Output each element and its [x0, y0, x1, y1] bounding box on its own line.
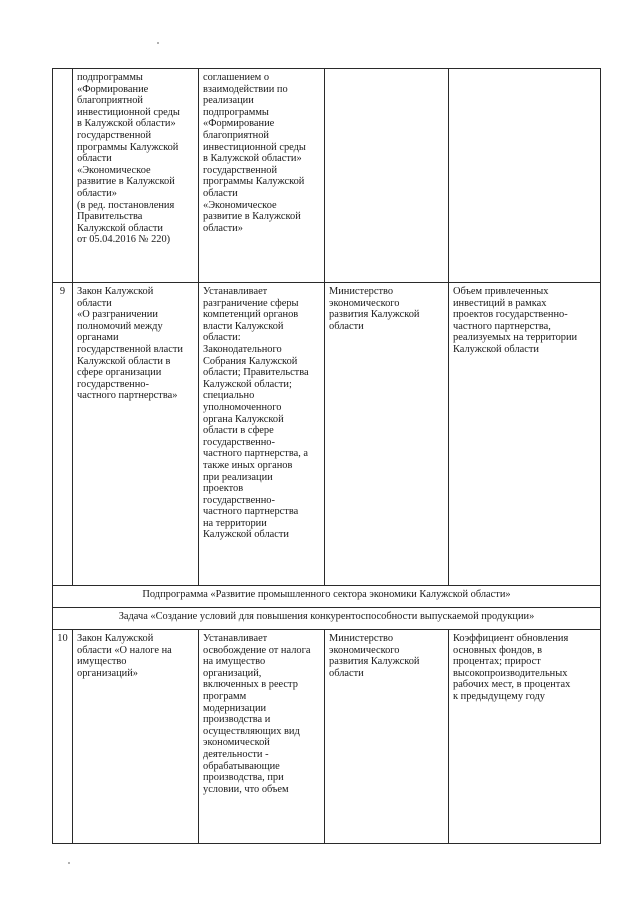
programs-table — [52, 68, 601, 844]
table-row — [53, 630, 601, 844]
task-heading: Задача «Создание условий для повышения конкурентоспособности выпускаемой продукции» — [53, 608, 601, 630]
legal-act-cell: Закон Калужской области «О разграничении полномочий между органами государственной власти Калужской области в сфере организации государственно- частного партнерства» — [73, 283, 199, 586]
scan-speck — [157, 42, 159, 44]
legal-act-cell: Закон Калужской области «О налоге на имущество организаций» — [73, 630, 199, 844]
content-cell: Устанавливает разграничение сферы компетенций органов власти Калужской области: Законодательного Собрания Калужской области; Правительства Калужской области; специально уполномоченного органа Калужской области в сфере государственно- частного партнерства, а также иных органов при реализации проектов государственно- частного партнерства на территории Калужской области — [199, 283, 325, 586]
indicator-cell: Объем привлеченных инвестиций в рамках проектов государственно- частного партнерства, реализуемых на территории Калужской области — [449, 283, 601, 586]
executor-cell: Министерство экономического развития Калужской области — [325, 630, 449, 844]
executor-cell — [325, 69, 449, 283]
scan-speck — [68, 862, 70, 864]
legal-act-cell: подпрограммы «Формирование благоприятной инвестиционной среды в Калужской области» государственной программы Калужской области «Экономическое развитие в Калужской области» (в ред. постановления Правительства Калужской области от 05.04.2016 № 220) — [73, 69, 199, 283]
table-row — [53, 283, 601, 586]
content-cell: соглашением о взаимодействии по реализации подпрограммы «Формирование благоприятной инвестиционной среды в Калужской области» государственной программы Калужской области «Экономическое развитие в Калужской области» — [199, 69, 325, 283]
subprogram-heading: Подпрограмма «Развитие промышленного сектора экономики Калужской области» — [53, 586, 601, 608]
content-cell: Устанавливает освобождение от налога на имущество организаций, включенных в реестр программ модернизации производства и осуществляющих вид экономической деятельности - обрабатывающие производства, при условии, что объем — [199, 630, 325, 844]
row-number: 10 — [53, 630, 73, 844]
indicator-cell — [449, 69, 601, 283]
executor-cell: Министерство экономического развития Калужской области — [325, 283, 449, 586]
task-row — [53, 608, 601, 630]
row-number — [53, 69, 73, 283]
indicator-cell: Коэффициент обновления основных фондов, в процентах; прирост высокопроизводительных рабочих мест, в процентах к предыдущему году — [449, 630, 601, 844]
table-row — [53, 69, 601, 283]
row-number: 9 — [53, 283, 73, 586]
subprogram-row — [53, 586, 601, 608]
